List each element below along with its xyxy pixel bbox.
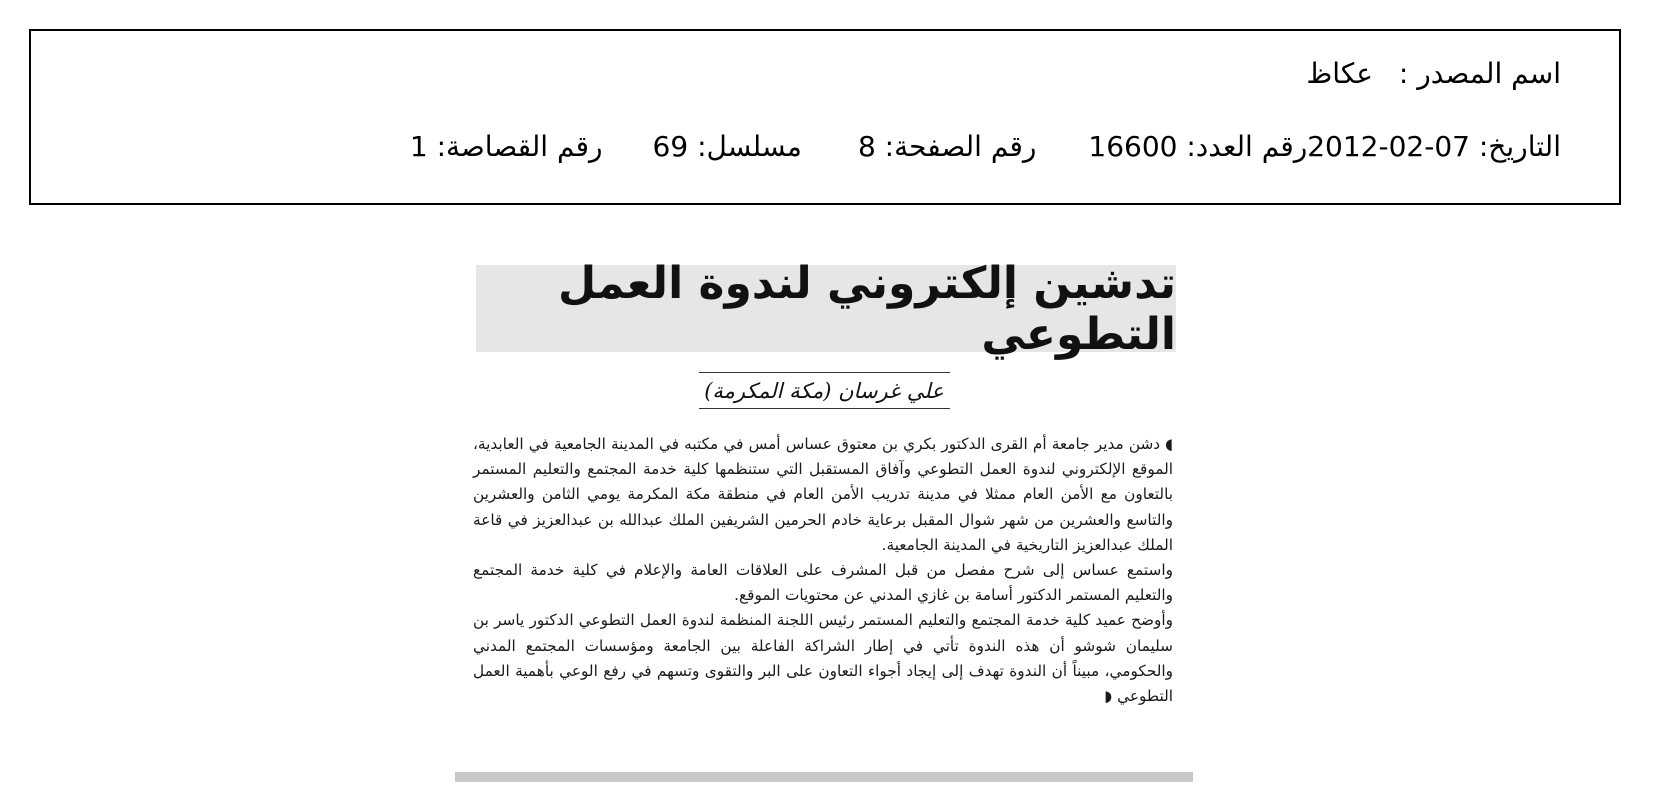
clip-value: 1 [409, 129, 428, 163]
paragraph-text: دشن مدير جامعة أم القرى الدكتور بكري بن معتوق عساس أمس في مكتبه في المدينة الجامعية في العابدية، الموقع الإلكتروني لندوة العمل التطوعي وآفاق المستقبل التي ستنظمها كلية خدمة المجتمع والتعليم المستمر بالتعاون مع الأمن العام ممثلا في مدينة تدريب الأمن العام في منطقة مكة المكرمة يومي الثامن والعشرين والتاسع والعشرين من شهر شوال المقبل برعاية خادم الحرمين الشريفين الملك عبدالله بن عبدالعزيز في قاعة الملك عبدالعزيز التاريخية في المدينة الجامعية. [473, 435, 1173, 554]
paragraph-text: واستمع عساس إلى شرح مفصل من قبل المشرف على العلاقات العامة والإعلام في كلية خدمة المجتمع والتعليم المستمر الدكتور أسامة بن غازي المدني عن محتويات الموقع. [473, 561, 1173, 605]
page-value: 8 [857, 129, 876, 163]
issue-label: رقم العدد: [1186, 129, 1308, 163]
source-label: اسم المصدر : [1398, 56, 1561, 90]
details-row [51, 124, 1561, 168]
date-value: 2012-02-07 [1307, 129, 1470, 163]
paragraph-start-marker-icon: ◖ [1165, 435, 1173, 453]
source-value: عكاظ [1306, 56, 1373, 90]
clip-field [410, 130, 603, 163]
article-headline: تدشين إلكتروني لندوة العمل التطوعي [557, 257, 1176, 360]
paragraph-text: وأوضح عميد كلية خدمة المجتمع والتعليم المستمر رئيس اللجنة المنظمة لندوة العمل التطوعي الدكتور ياسر بن سليمان شوشو أن هذه الندوة تأتي في إطار الشراكة الفاعلة بين الجامعة ومؤسسات المجتمع المدني والحكومي، مبيناً أن الندوة تهدف إلى إيجاد أجواء التعاون على البر والتقوى وتسهم في رفع الوعي بأهمية العمل التطوعي [473, 611, 1173, 706]
date-label: التاريخ: [1478, 129, 1561, 163]
page-field [858, 130, 1036, 163]
article-body [473, 432, 1173, 709]
clipping-metadata-box [29, 29, 1621, 205]
date-field [1307, 130, 1561, 163]
article-paragraph [473, 432, 1173, 558]
page-label: رقم الصفحة: [884, 129, 1037, 163]
source-row [51, 51, 1561, 95]
headline-band [476, 257, 1176, 360]
byline-container [455, 372, 1193, 409]
article-paragraph [473, 608, 1173, 709]
paragraph-end-marker-icon: ◗ [1104, 687, 1113, 706]
serial-value: 69 [652, 129, 689, 163]
clip-label: رقم القصاصة: [436, 129, 603, 163]
serial-label: مسلسل: [697, 129, 802, 163]
article-paragraph [473, 558, 1173, 608]
issue-field [1088, 130, 1307, 163]
issue-value: 16600 [1088, 129, 1178, 163]
clipping-bottom-rule [455, 772, 1193, 782]
serial-field [653, 130, 802, 163]
newspaper-clipping [455, 257, 1193, 782]
article-byline: علي غرسان (مكة المكرمة) [699, 372, 950, 409]
